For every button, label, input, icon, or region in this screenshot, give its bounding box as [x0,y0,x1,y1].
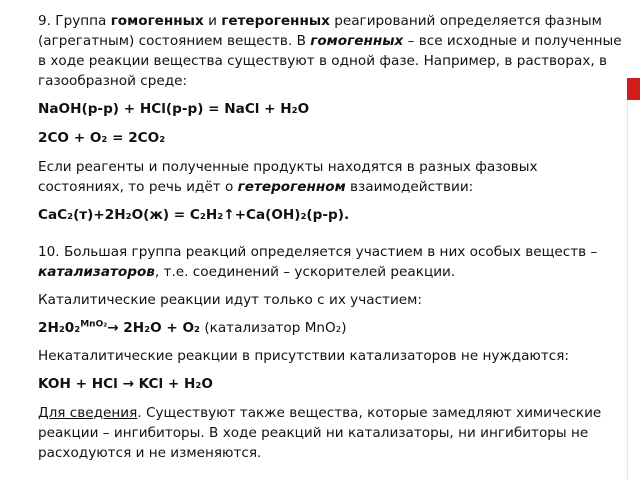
slide-content [38,11,623,471]
paragraph-text: 9. Группа [38,13,111,29]
formula-koh-hcl: KOH + HCl → KCl + H₂O [38,376,213,392]
paragraph-catalytic-reactions: Каталитические реакции идут только с их участием: [38,292,423,308]
paragraph-text: 10. Большая группа реакций определяется участием в них особых веществ – [38,244,598,260]
formula-peroxide-decomposition [38,318,623,338]
right-edge-bar [627,0,640,78]
paragraph-text: Если реагенты и полученные продукты находятся в разных фазовых состояниях, то речь идёт о [38,159,538,195]
term-catalysts: катализаторов [38,264,155,280]
paragraph-text: – все исходные и полученные в ходе реакции вещества существуют в одной фазе. Например, в растворах, в газообразной среде: [38,33,622,89]
term-heterogeneous-italic: гетерогенном [237,179,346,195]
red-accent-marker [627,78,640,100]
paragraph-catalysts [38,242,623,282]
term-heterogeneous: гетерогенных [221,13,330,29]
formula-co-oxidation: 2CO + O₂ = 2CO₂ [38,130,166,146]
formula-left: 2H₂0₂ [38,320,81,336]
paragraph-noncatalytic: Некаталитические реакции в присутствии катализаторов не нуждаются: [38,348,569,364]
formula-right: → 2H₂O + O₂ [107,320,201,336]
formula-naoh-hcl: NaOH(р-р) + HCl(р-р) = NaCl + H₂O [38,101,310,117]
paragraph-text: реагирований определяется фазным (агрегатным) состоянием веществ. В [38,13,602,49]
catalyst-superscript: MnO₂ [80,319,108,330]
paragraph-text: , т.е. соединений – ускорителей реакции. [154,264,456,280]
right-edge-rule [627,100,640,480]
for-reference-label: Для сведения [38,405,138,421]
paragraph-heterogeneous [38,157,623,197]
paragraph-text: и [203,13,222,29]
paragraph-text: взаимодействии: [345,179,474,195]
formula-calcium-carbide: CaC₂(т)+2H₂O(ж) = C₂H₂↑+Ca(OH)₂(р-р). [38,207,350,223]
paragraph-text: . Существуют также вещества, которые замедляют химические реакции – ингибиторы. В ходе реакций ни катализаторы, ни ингибиторы не расходуются и не изменяются. [38,405,602,461]
paragraph-inhibitors [38,403,623,463]
catalyst-note: (катализатор MnO₂) [200,320,347,336]
paragraph-homogeneous-heterogeneous [38,11,623,91]
term-homogeneous-italic: гомогенных [310,33,404,49]
term-homogeneous: гомогенных [110,13,204,29]
